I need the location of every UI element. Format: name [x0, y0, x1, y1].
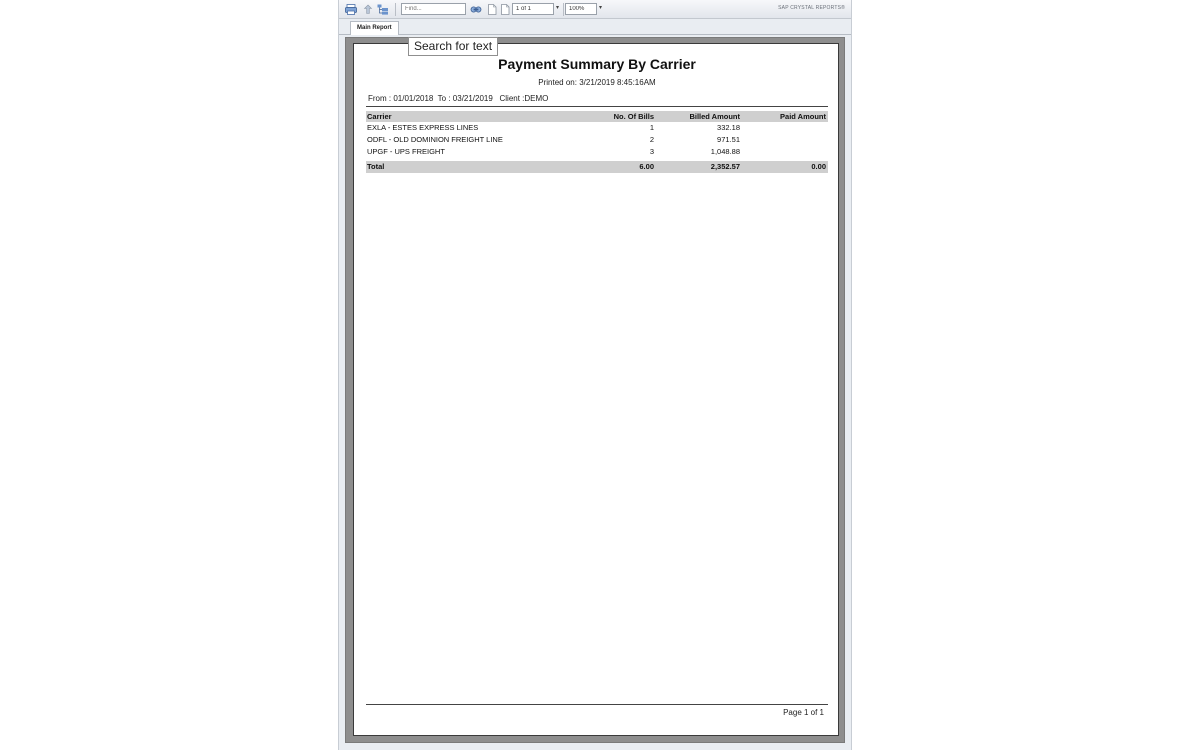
- carrier-cell: UPGF - UPS FREIGHT: [367, 147, 445, 156]
- group-tree-icon[interactable]: [376, 3, 390, 15]
- bills-cell: 1: [649, 123, 654, 132]
- report-page: [353, 43, 839, 736]
- bills-cell: 2: [649, 135, 654, 144]
- search-icon[interactable]: [469, 3, 483, 15]
- next-page-icon[interactable]: [498, 3, 512, 15]
- table-total-row: [366, 161, 828, 173]
- search-tooltip: Search for text: [408, 37, 498, 56]
- report-canvas[interactable]: [345, 37, 845, 743]
- total-billed: 2,352.57: [710, 162, 740, 171]
- report-date-range: From : 01/01/2018 To : 03/21/2019 Client :DEMO: [368, 94, 549, 103]
- billed-cell: 1,048.88: [710, 147, 740, 156]
- toolbar-separator: [395, 3, 396, 16]
- billed-cell: 971.51: [717, 135, 740, 144]
- zoom-select[interactable]: [565, 3, 597, 15]
- printed-on-date: Printed on: 3/21/2019 8:45:16AM: [538, 78, 656, 87]
- table-row: [366, 134, 828, 146]
- page-footer: Page 1 of 1: [783, 708, 824, 717]
- carrier-cell: ODFL - OLD DOMINION FREIGHT LINE: [367, 135, 503, 144]
- crystal-report-viewer: [338, 0, 852, 750]
- page-dropdown-icon[interactable]: ▾: [556, 5, 560, 11]
- column-header-carrier: Carrier: [367, 112, 392, 121]
- column-header-bills: No. Of Bills: [613, 112, 654, 121]
- total-bills: 6.00: [639, 162, 654, 171]
- report-title: Payment Summary By Carrier: [498, 56, 696, 72]
- toolbar: [339, 0, 851, 19]
- column-header-paid: Paid Amount: [780, 112, 826, 121]
- brand-logo: SAP CRYSTAL REPORTS®: [778, 5, 845, 11]
- footer-divider: [366, 704, 828, 705]
- find-input[interactable]: [401, 3, 466, 15]
- tab-main-report[interactable]: Main Report: [350, 21, 399, 35]
- tab-bar: [339, 19, 851, 35]
- previous-page-icon[interactable]: [485, 3, 499, 15]
- toolbar-separator: [563, 3, 564, 16]
- total-paid: 0.00: [811, 162, 826, 171]
- export-icon[interactable]: [361, 3, 375, 15]
- report-table: [366, 111, 828, 173]
- billed-cell: 332.18: [717, 123, 740, 132]
- header-divider: [366, 106, 828, 107]
- bills-cell: 3: [649, 147, 654, 156]
- table-row: [366, 122, 828, 134]
- print-icon[interactable]: [344, 3, 358, 15]
- table-row: [366, 146, 828, 158]
- table-header-row: [366, 111, 828, 122]
- carrier-cell: EXLA - ESTES EXPRESS LINES: [367, 123, 479, 132]
- page-number-input[interactable]: [512, 3, 554, 15]
- column-header-billed: Billed Amount: [689, 112, 740, 121]
- total-label: Total: [367, 162, 385, 171]
- zoom-dropdown-icon[interactable]: ▾: [599, 5, 603, 11]
